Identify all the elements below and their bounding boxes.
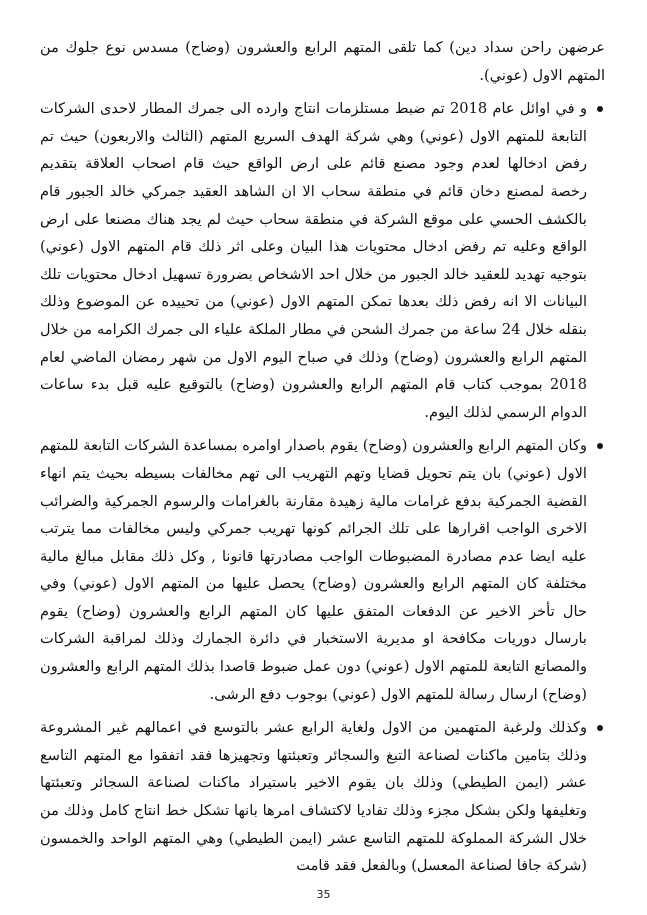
bullet-paragraph-machines-import: وكذلك ولرغبة المتهمين من الاول ولغاية الرابع عشر بالتوسع في اعمالهم غير المشروعة وذلك بتامين ماكنات لصناعة التبغ والسجائر وتعبئتها وتجهيزها فقد اتفقوا مع المتهم التاسع عشر (ايمن الطيطي) وذلك بان يقوم الاخير باستيراد ماكنات لصناعة السجائر وتعبئتها وتغليفها ولكن بشكل مجزء وذلك تفاديا لاكتشاف امرها بانها تشكل خط انتاج كامل وذلك من خلال الشركة المملوكة للمتهم التاسع عشر (ايمن الطيطي) وهي المتهم الواحد والخمسون (شركة جافا لصناعة المعسل) وبالفعل فقد قامت <box>40 714 605 880</box>
paragraph-continuation: عرضهن راحن سداد دين) كما تلقى المتهم الرابع والعشرون (وضاح) مسدس نوع جلوك من المتهم الاول (عوني). <box>40 39 605 84</box>
bullet-paragraph-smuggling-cases: وكان المتهم الرابع والعشرون (وضاح) يقوم باصدار اوامره بمساعدة الشركات التابعة للمتهم الاول (عوني) بان يتم تحويل قضايا وتهم التهريب الى تهم مخالفات بسيطه بحيث يتم انهاء القضية الجمركية بدفع غرامات مالية زهيدة مقارنة بالغرامات والرسوم الجمركية والضرائب الاخرى الواجب اقرارها على تلك الجرائم كونها تهريب جمركي وليس مخالفات مما يترتب عليه ايضا عدم مصادرة المضبوطات الواجب مصادرتها قانونا , وكل ذلك مقابل مبالغ مالية مختلفة كان المتهم الرابع والعشرون (وضاح) يحصل عليها من المتهم الاول (عوني) وفي حال تأخر الاخير عن الدفعات المتفق عليها كان المتهم الرابع والعشرون (وضاح) يقوم بارسال دوريات مكافحة او مديرية الاستخبار في دائرة الجمارك وذلك لمراقبة الشركات والمصانع التابعة للمتهم الاول (عوني) دون عمل ضبوط قاصدا بذلك المتهم الرابع والعشرون (وضاح) ارسال رسالة للمتهم الاول (عوني) بوجوب دفع الرشى. <box>40 432 605 708</box>
document-body <box>40 34 605 880</box>
page-number: 35 <box>316 888 331 901</box>
bullet-paragraph-customs-seizure: و في اوائل عام 2018 تم ضبط مستلزمات انتاج وارده الى جمرك المطار لاحدى الشركات التابعة للمتهم الاول (عوني) وهي شركة الهدف السريع المتهم (الثالث والاربعون) حيث تم رفض ادخالها لعدم وجود مصنع قائم على ارض الواقع حيث قام اصحاب العلاقة بتقديم رخصة لمصنع دخان قائم في منطقة سحاب الا ان الشاهد العقيد جمركي خالد الجبور قام بالكشف الحسي على موقع الشركة في منطقة سحاب حيث لم يجد هناك مصنعا على ارض الواقع وعليه تم رفض ادخال محتويات هذا البيان وعلى اثر ذلك قام المتهم الاول (عوني) بتوجيه تهديد للعقيد خالد الجبور من خلال احد الاشخاص بضرورة تسهيل ادخال محتويات تلك البيانات الا انه رفض ذلك بعدها تمكن المتهم الاول (عوني) من تحييده عن الموضوع وذلك بنقله خلال 24 ساعة من جمرك الشحن في مطار الملكة علياء الى جمرك الكرامه من خلال المتهم الرابع والعشرون (وضاح) وذلك في صباح اليوم الاول من شهر رمضان الماضي لعام 2018 بموجب كتاب قام المتهم الرابع والعشرون (وضاح) بالتوقيع عليه قبل بدء ساعات الدوام الرسمي لذلك اليوم. <box>40 95 605 426</box>
